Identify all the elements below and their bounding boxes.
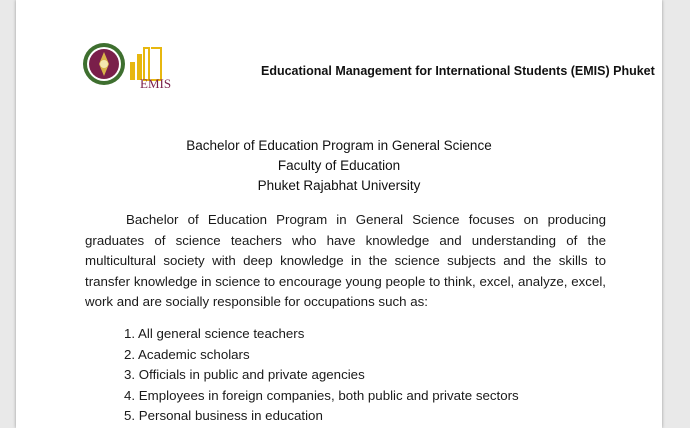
emis-logo	[82, 42, 182, 92]
list-item: 4. Employees in foreign companies, both public and private sectors	[124, 387, 519, 403]
list-item: 5. Personal business in education	[124, 408, 323, 423]
university-name: Phuket Rajabhat University	[257, 178, 421, 193]
document-heading	[16, 136, 662, 196]
logo-text: EMIS	[140, 76, 172, 91]
program-description	[85, 210, 606, 313]
program-description-text: Bachelor of Education Program in General Science focuses on producing graduates of science teachers who have knowledge and understanding of the multicultural society with deep knowledge in the science subjects and the skills to transfer knowledge in science to encourage young people to think, excel, analyze, excel, work and are socially responsible for occupations such as:	[85, 212, 606, 310]
program-name: Bachelor of Education Program in General Science	[186, 138, 492, 153]
list-item: 1. All general science teachers	[124, 326, 305, 341]
header-title: Educational Management for International Students (EMIS) Phuket	[261, 64, 655, 78]
list-item: 3. Officials in public and private agencies	[124, 367, 365, 382]
faculty-name: Faculty of Education	[277, 158, 401, 173]
document-page	[16, 0, 662, 428]
occupation-list	[124, 324, 519, 427]
list-item: 2. Academic scholars	[124, 346, 250, 362]
